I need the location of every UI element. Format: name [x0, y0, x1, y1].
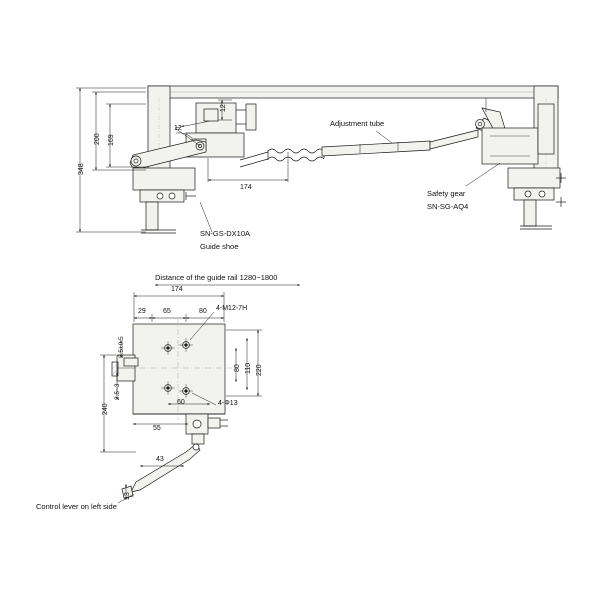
callout-safety-gear-model: SN-SG-AQ4: [427, 202, 469, 211]
right-guide-shoe: [508, 168, 566, 229]
dim-65: 65: [163, 308, 171, 315]
callout-guide-shoe: Guide shoe: [200, 242, 239, 251]
dim-60-bottom: 60: [177, 399, 185, 406]
bottom-left-guide-block: [112, 355, 138, 381]
adjustment-tube: [322, 130, 478, 156]
callout-through-holes: 4-Φ13: [218, 400, 238, 407]
note-guide-rail-distance: Distance of the guide rail 1280~1800: [155, 273, 278, 282]
dim-2p5-3: 2.5~3: [114, 383, 121, 400]
left-guide-shoe: [133, 168, 196, 233]
dim-220: 220: [256, 364, 263, 376]
dim-80-right: 80: [234, 364, 241, 372]
callout-thread-holes: 4-M12-7H: [216, 305, 248, 312]
dim-55: 55: [153, 425, 161, 432]
dim-2p5-0p5: 2.5±0.5: [118, 336, 125, 358]
dim-13: 13: [124, 492, 131, 500]
bottom-shaft-housing: [186, 414, 228, 444]
spring-bellows: [240, 148, 324, 167]
dim-348: 348: [78, 163, 85, 175]
dim-240: 240: [102, 403, 109, 415]
dim-174-bottom: 174: [171, 286, 183, 293]
dim-80-top: 80: [199, 308, 207, 315]
dim-angle-12: 12°: [174, 125, 185, 132]
dim-110: 110: [245, 362, 252, 374]
callout-safety-gear: Safety gear: [427, 189, 466, 198]
dim-29: 29: [138, 308, 146, 315]
callout-control-lever: Control lever on left side: [36, 502, 117, 511]
car-frame-beam: [148, 86, 558, 98]
dim-200: 200: [94, 133, 101, 145]
callout-adjustment-tube: Adjustment tube: [330, 119, 385, 128]
dim-174-top: 174: [240, 184, 252, 191]
dim-43: 43: [156, 456, 164, 463]
dim-12-vertical: 12: [220, 104, 227, 112]
dim-169: 169: [108, 134, 115, 146]
callout-guide-shoe-model: SN-GS-DX10A: [200, 229, 251, 238]
